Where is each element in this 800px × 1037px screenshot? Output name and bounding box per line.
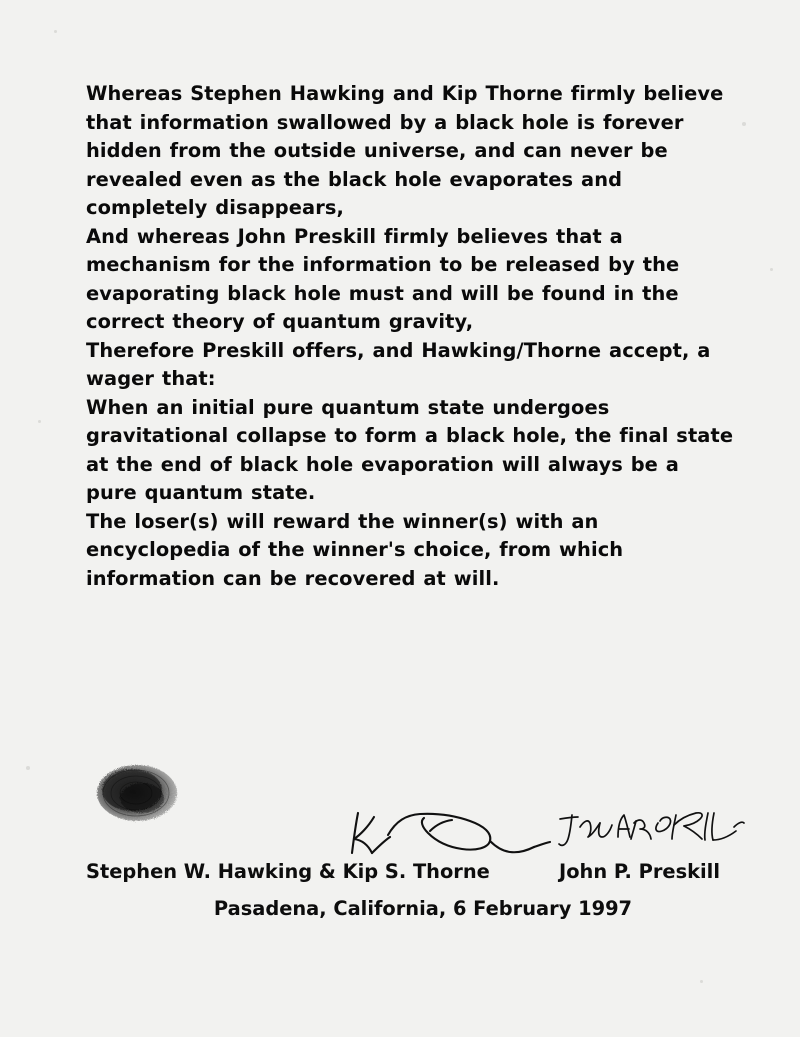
scan-speckle (38, 420, 41, 423)
paragraph-prize: The loser(s) will reward the winner(s) with an encyclopedia of the winner's choice, from which information can be recovered at will. (86, 509, 624, 590)
signature-area (86, 755, 734, 935)
document-body (86, 80, 734, 593)
paragraph-wager-statement: When an initial pure quantum state undergoes gravitational collapse to form a black hole, the final state at the end of black hole evaporation will always be a pure quantum state. (86, 395, 734, 504)
paragraph-and-whereas-preskill: And whereas John Preskill firmly believes that a mechanism for the information to be released by the evaporating black hole must and will be found in the correct theory of quantum gravity, (86, 224, 680, 333)
paragraph-therefore-wager: Therefore Preskill offers, and Hawking/Thorne accept, a wager that: (86, 338, 711, 390)
signature-thorne (344, 807, 554, 865)
signature-preskill (556, 807, 746, 857)
scan-speckle (742, 122, 746, 126)
signatory-left: Stephen W. Hawking & Kip S. Thorne (86, 860, 490, 883)
scan-speckle (26, 766, 30, 770)
scan-speckle (700, 980, 703, 983)
scan-speckle (54, 30, 57, 33)
place-and-date: Pasadena, California, 6 February 1997 (213, 897, 633, 920)
paragraph-whereas-hawking-thorne: Whereas Stephen Hawking and Kip Thorne firmly believe that information swallowed by a black hole is forever hidden from the outside universe, and can never be revealed even as the black hole evaporates and completely disappears, (86, 82, 724, 219)
scan-speckle (770, 268, 773, 271)
thumbprint-icon (92, 760, 184, 828)
signatory-right: John P. Preskill (559, 860, 720, 883)
